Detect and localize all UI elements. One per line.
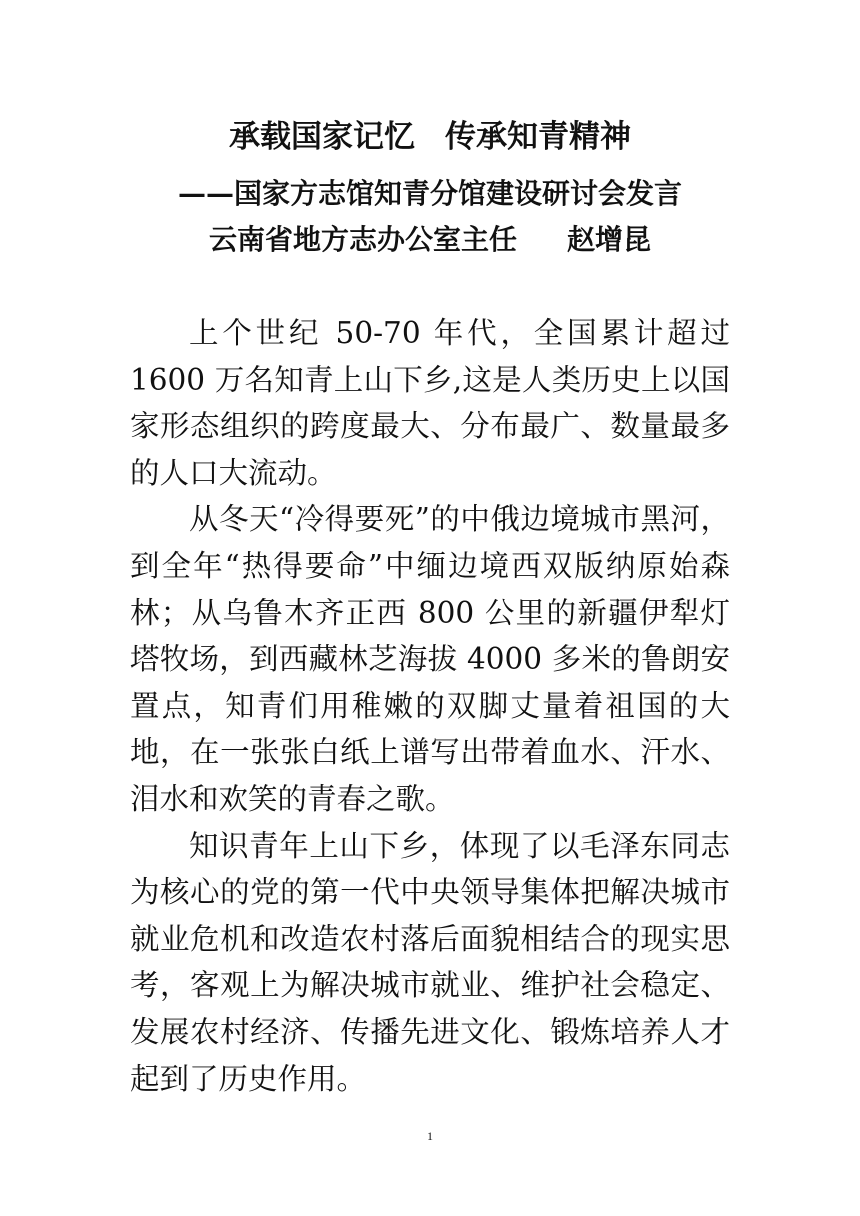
title-part-2: 传承知青精神 [445, 119, 631, 155]
document-body [130, 310, 730, 1102]
document-title [0, 112, 860, 162]
author-line [0, 214, 860, 266]
body-paragraph-2: 从冬天“冷得要死”的中俄边境城市黑河，到全年“热得要命”中缅边境西双版纳原始森林；从乌鲁木齐正西 800 公里的新疆伊犁灯塔牧场，到西藏林芝海拔 4000 多米的鲁朗安置点，知青们用稚嫩的双脚丈量着祖国的大地，在一张张白纸上谱写出带着血水、汗水、泪水和欢笑的青春之歌。 [130, 502, 730, 816]
body-paragraph-3: 知识青年上山下乡，体现了以毛泽东同志为核心的党的第一代中央领导集体把解决城市就业危机和改造农村落后面貌相结合的现实思考，客观上为解决城市就业、维护社会稳定、发展农村经济、传播先进文化、锻炼培养人才起到了历史作用。 [130, 828, 730, 1096]
document-subtitle: ——国家方志馆知青分馆建设研讨会发言 [177, 177, 682, 210]
author-name: 赵增昆 [567, 223, 652, 256]
author-organization: 云南省地方志办公室主任 [208, 223, 517, 256]
page-number: 1 [427, 1129, 433, 1143]
title-part-1: 承载国家记忆 [229, 119, 415, 155]
body-paragraph-1: 上个世纪 50-70 年代，全国累计超过 1600 万名知青上山下乡,这是人类历史上以国家形态组织的跨度最大、分布最广、数量最多的人口大流动。 [130, 316, 730, 490]
